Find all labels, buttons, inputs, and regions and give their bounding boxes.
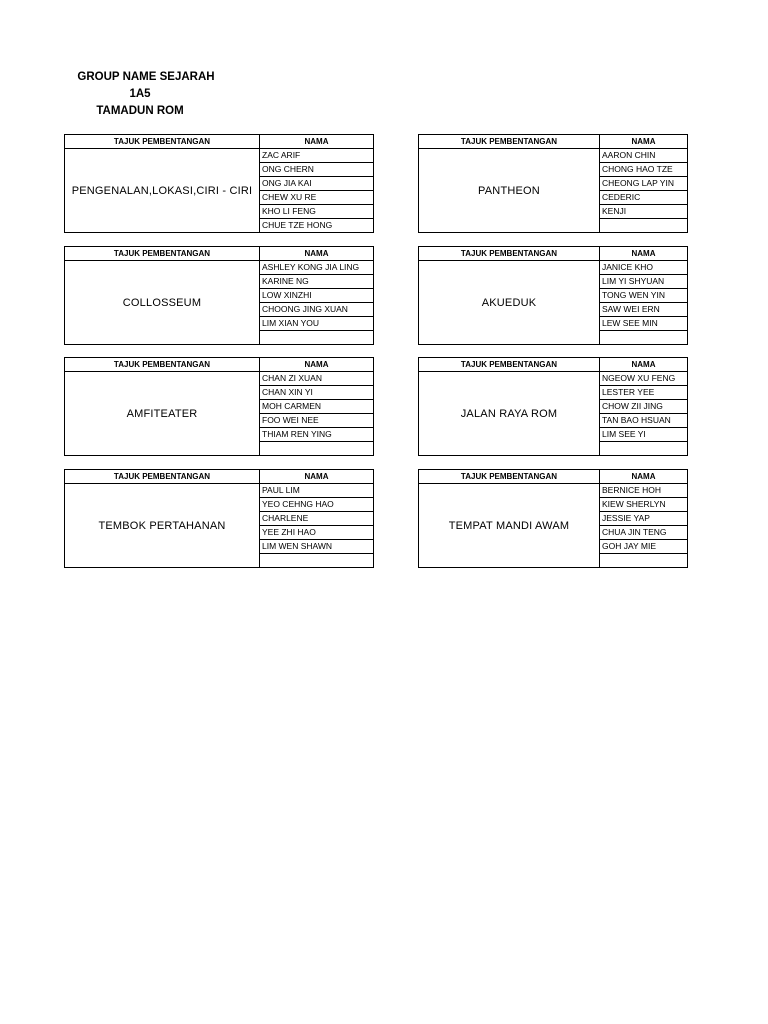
name-cell: YEE ZHI HAO — [260, 526, 374, 540]
name-cell: CHUE TZE HONG — [260, 219, 374, 233]
name-cell — [600, 331, 688, 345]
name-cell: TAN BAO HSUAN — [600, 414, 688, 428]
name-cell — [260, 331, 374, 345]
name-cell: TONG WEN YIN — [600, 289, 688, 303]
col-header-name: NAMA — [260, 470, 374, 484]
col-header-topic: TAJUK PEMBENTANGAN — [65, 247, 260, 261]
col-header-name: NAMA — [260, 135, 374, 149]
name-cell: KARINE NG — [260, 275, 374, 289]
name-cell: LIM SEE YI — [600, 428, 688, 442]
name-cell: KIEW SHERLYN — [600, 498, 688, 512]
name-cell: CHAN XIN YI — [260, 386, 374, 400]
header-class: 1A5 — [129, 88, 151, 100]
col-header-name: NAMA — [600, 470, 688, 484]
topic-cell: TEMBOK PERTAHANAN — [65, 484, 260, 568]
name-cell: LEW SEE MIN — [600, 317, 688, 331]
group-table-3 — [64, 246, 374, 345]
name-cell: JESSIE YAP — [600, 512, 688, 526]
col-header-topic: TAJUK PEMBENTANGAN — [419, 135, 600, 149]
col-header-name: NAMA — [260, 247, 374, 261]
topic-cell: PENGENALAN,LOKASI,CIRI - CIRI — [65, 149, 260, 233]
col-header-name: NAMA — [260, 358, 374, 372]
name-cell: ONG JIA KAI — [260, 177, 374, 191]
name-cell: SAW WEI ERN — [600, 303, 688, 317]
name-cell: JANICE KHO — [600, 261, 688, 275]
topic-cell: AKUEDUK — [419, 261, 600, 345]
name-cell: THIAM REN YING — [260, 428, 374, 442]
col-header-topic: TAJUK PEMBENTANGAN — [65, 358, 260, 372]
topic-cell: AMFITEATER — [65, 372, 260, 456]
col-header-topic: TAJUK PEMBENTANGAN — [65, 135, 260, 149]
group-table-8 — [418, 469, 688, 568]
group-table-6 — [418, 357, 688, 456]
name-cell: PAUL LIM — [260, 484, 374, 498]
name-cell — [260, 442, 374, 456]
name-cell: BERNICE HOH — [600, 484, 688, 498]
col-header-name: NAMA — [600, 135, 688, 149]
name-cell: LESTER YEE — [600, 386, 688, 400]
group-table-7 — [64, 469, 374, 568]
col-header-name: NAMA — [600, 247, 688, 261]
name-cell — [600, 554, 688, 568]
col-header-name: NAMA — [600, 358, 688, 372]
name-cell — [260, 554, 374, 568]
name-cell — [600, 442, 688, 456]
name-cell: ONG CHERN — [260, 163, 374, 177]
name-cell: CHOW ZII JING — [600, 400, 688, 414]
group-table-4 — [418, 246, 688, 345]
name-cell: CEDERIC — [600, 191, 688, 205]
name-cell: CHUA JIN TENG — [600, 526, 688, 540]
name-cell: NGEOW XU FENG — [600, 372, 688, 386]
group-table-2 — [418, 134, 688, 233]
name-cell — [600, 219, 688, 233]
topic-cell: PANTHEON — [419, 149, 600, 233]
name-cell: LIM XIAN YOU — [260, 317, 374, 331]
name-cell: CHEW XU RE — [260, 191, 374, 205]
name-cell: MOH CARMEN — [260, 400, 374, 414]
name-cell: ZAC ARIF — [260, 149, 374, 163]
name-cell: CHAN ZI XUAN — [260, 372, 374, 386]
name-cell: GOH JAY MIE — [600, 540, 688, 554]
col-header-topic: TAJUK PEMBENTANGAN — [419, 247, 600, 261]
name-cell: ASHLEY KONG JIA LING — [260, 261, 374, 275]
name-cell: YEO CEHNG HAO — [260, 498, 374, 512]
topic-cell: COLLOSSEUM — [65, 261, 260, 345]
name-cell: LIM WEN SHAWN — [260, 540, 374, 554]
header-subtitle: TAMADUN ROM — [96, 105, 184, 117]
name-cell: AARON CHIN — [600, 149, 688, 163]
name-cell: CHARLENE — [260, 512, 374, 526]
name-cell: KHO LI FENG — [260, 205, 374, 219]
col-header-topic: TAJUK PEMBENTANGAN — [65, 470, 260, 484]
name-cell: CHOONG JING XUAN — [260, 303, 374, 317]
topic-cell: JALAN RAYA ROM — [419, 372, 600, 456]
group-table-5 — [64, 357, 374, 456]
col-header-topic: TAJUK PEMBENTANGAN — [419, 358, 600, 372]
topic-cell: TEMPAT MANDI AWAM — [419, 484, 600, 568]
col-header-topic: TAJUK PEMBENTANGAN — [419, 470, 600, 484]
name-cell: LOW XINZHI — [260, 289, 374, 303]
name-cell: CHEONG LAP YIN — [600, 177, 688, 191]
name-cell: KENJI — [600, 205, 688, 219]
name-cell: LIM YI SHYUAN — [600, 275, 688, 289]
group-table-1 — [64, 134, 374, 233]
name-cell: CHONG HAO TZE — [600, 163, 688, 177]
name-cell: FOO WEI NEE — [260, 414, 374, 428]
header-title: GROUP NAME SEJARAH — [77, 71, 215, 83]
